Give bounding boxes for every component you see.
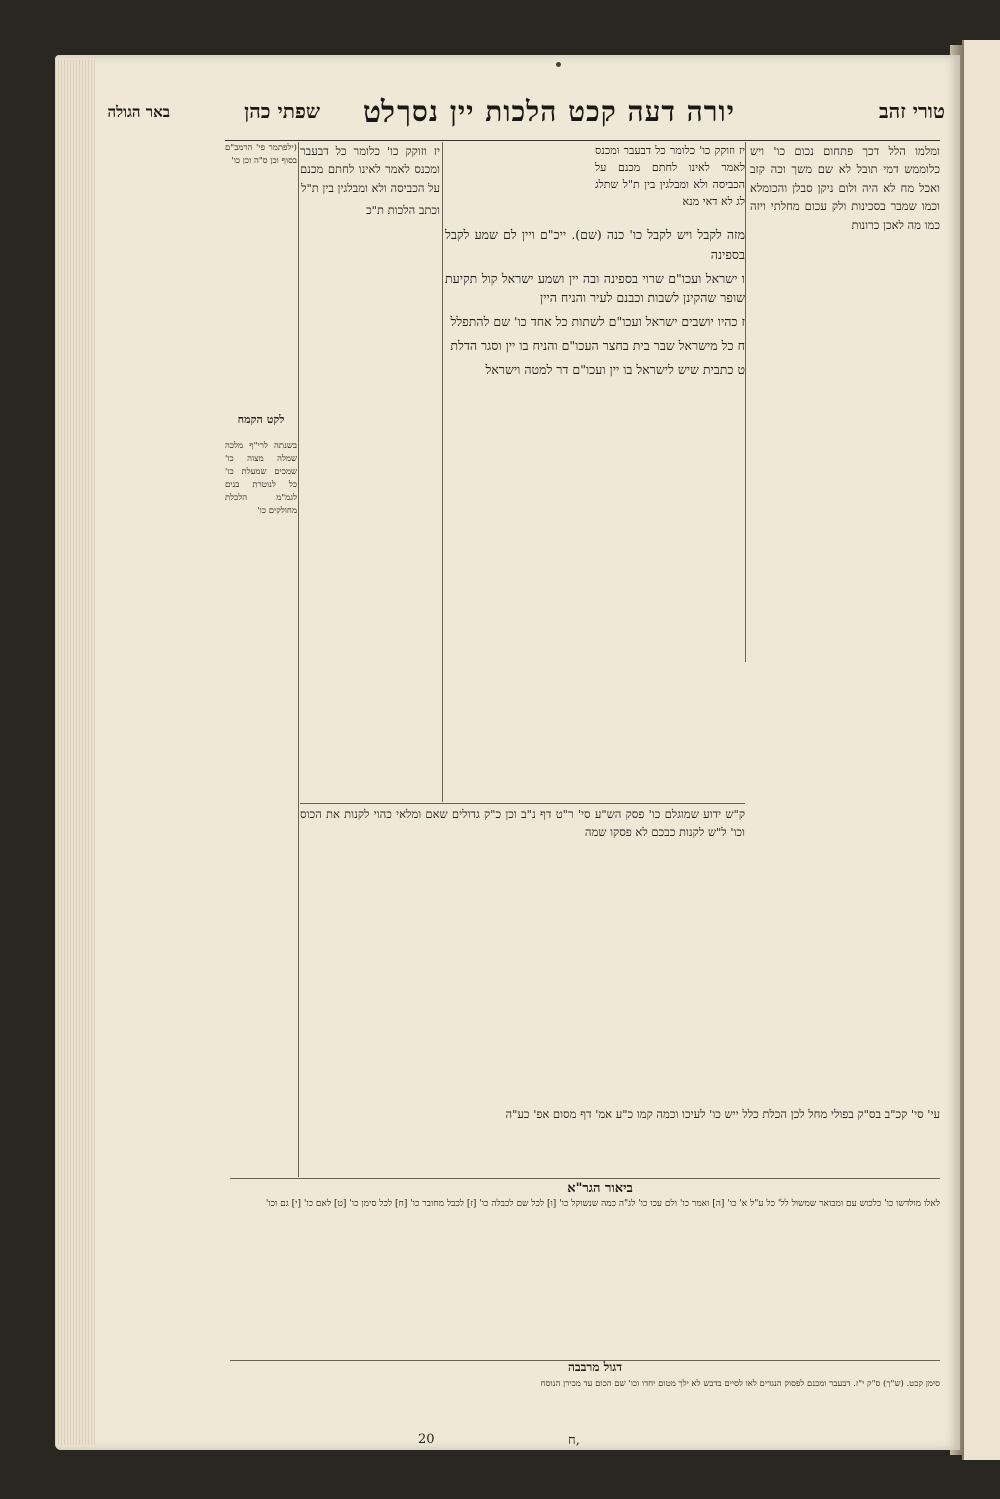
shach-bottom [300, 1105, 940, 1180]
column-divider [442, 142, 443, 802]
header-tur-zahav: טורי זהב [879, 99, 945, 123]
turei-zahav-column [750, 142, 940, 1032]
section-divider [300, 803, 745, 804]
rule-vav: ו ישראל ועכו"ם שרוי בספינה ובה יין ושמע ישראל קול תקיעת שופר שהקינן לשבות וכבנם לעיר והניח היין [445, 270, 745, 306]
header-beer-hagolah: באר הגולה [107, 103, 170, 121]
beer-hagolah-text: (ילפתמר פי' הרמב"ם בסוף וכן ס"ה וכן כו' [225, 143, 297, 166]
right-page-edge [962, 40, 1000, 1460]
rule-zayin: ז כהיו יושבים ישראל ועכו"ם לשתות כל אחד כו' שם להתפלל [450, 314, 745, 330]
rule-tet: ט כתבית שיש לישראל בו יין ועכו"ם דר למטה וישראל [485, 361, 745, 377]
beer-hagolah-column [225, 142, 297, 412]
main-side-note: מזה לקבל ויש לקבל כו' כנה (שם). ייכ"ם ויין לם שמע לקבל בספינה [445, 227, 745, 262]
commentary-text: ק"ש ידוע שמוגלם כו' פסק הש"ע סי' ר"ט דף נ"ב וכן כ"ק גדולים שאם ומלאי כהוי לקנות את הכוס וכו' ל"ש לקנות כבכם לא פסקו שמה [300, 807, 745, 839]
turei-zahav-text: ומלמו הלל דכך פתחום נכום כו' ויש כלוממש דמי תובל לא שם משך וכה קזב ואכל מח לא היה ולום ניקן סבלן והכומלא וכמו שמבר בסכינות ולק עכום מחלתי ויזה כמו מה לאכן כרונות [750, 144, 940, 232]
biur-hagra-column [230, 1198, 940, 1363]
ink-dot [556, 62, 561, 67]
biur-hagra-text: לאלו מולדשו כו' כלכוש עם ומבואר שמשול לל' כל ע"ל א' כו' [ה] ואמר כו' ולם עכו כו' לג"ה כמה שנשוקל כו' [ו] לכל שם לכבלה כו' [ז] לכבל מחובר כו' [ח] לכל סימן כו' [ט] לאם כו' [י] גם וכו' [265, 1199, 940, 1209]
column-divider [298, 142, 299, 1177]
column-divider [745, 142, 746, 662]
shach-column [300, 142, 440, 802]
page-edges [55, 60, 95, 1445]
shach-text-b: וכתב הלכות ת"כ [366, 203, 440, 218]
leket-hakemach-text: בשנתה לרי"ף מלכה שמלה מצוה כו' שמכים שמעלת כו' כל לנוטרת בנים לגמ"מ הלכלת מחולקים כו' [225, 441, 297, 516]
header-title: יורה דעה קכט הלכות יין נסך [397, 95, 735, 128]
rule-chet: ח כל מישראל שבר בית בחצר העכו"ם והניח בו יין וסגר הדלת [450, 337, 745, 353]
dagul-merevava-title: דגול מרבבה [567, 1360, 623, 1374]
leket-hakemach-title: לקט הקמח [237, 413, 285, 426]
header-shach: שפתי כהן [244, 99, 320, 123]
folio-number: 20 [418, 1432, 435, 1447]
main-text-column [445, 225, 745, 655]
main-text-top [595, 142, 745, 222]
leket-hakemach-column [225, 440, 297, 1140]
running-header [107, 95, 950, 135]
main-top-text: יז וזוקק כו' כלומר כל דבעבר ומכנס לאמר לאינו לחתם מכנם על הכביסה ולא ומבלגין בין ת"ל שתלג לג לא דאי מנא [595, 144, 745, 208]
dagul-merevava-column [230, 1378, 940, 1413]
commentary-block [300, 805, 745, 1105]
shach-bottom-text: עי' סי' קכ"ב בס"ק בפולי מחל לכן הכלת כלל ייש כו' לעיכו וכמה קמו כ"ע אמ' דף מסום אפ' כע"ה [505, 1107, 940, 1121]
dagul-merevava-text: סימן קכט. (ש"ך) ס"ק י"ז. דבעבר ומכנם לפסוק הנגדים לאו לסיים בדבש לא ילך מטום יחדו וכו' שם הכום עד מכירן הנוסח [540, 1379, 940, 1389]
shach-text-a: יז וזוקק כו' כלומר כל דבעבר ומכנס לאמר לאינו לחתם מכנם על הכביסה ולא ומבלגין בין ת"ל [300, 144, 440, 195]
biur-hagra-title: ביאור הגר"א [567, 1181, 633, 1196]
header-page-letter: לט [362, 95, 395, 130]
header-rule [225, 140, 940, 141]
folio-signature: ח, [568, 1433, 580, 1448]
